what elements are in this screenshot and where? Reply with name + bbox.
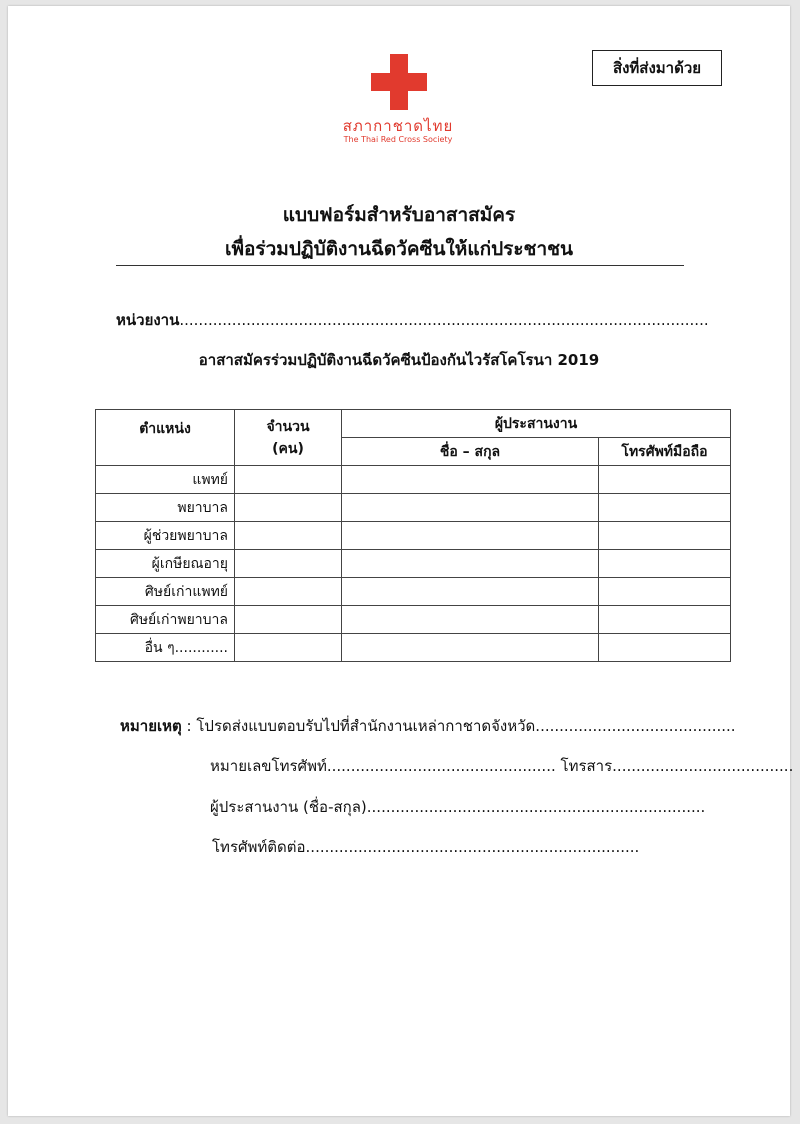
note-text-1: โปรดส่งแบบตอบรับไปที่สำนักงานเหล่ากาชาดจังหวัด.......................................... xyxy=(196,717,736,735)
note-line-1 xyxy=(120,714,736,738)
phone-cell[interactable] xyxy=(599,634,731,662)
count-cell[interactable] xyxy=(235,578,342,606)
header-count-line1: จำนวน xyxy=(266,418,310,435)
phone-cell[interactable] xyxy=(599,606,731,634)
unit-dots: ............................................................................................................... xyxy=(179,311,709,329)
table-row xyxy=(96,634,731,662)
header-coordinator: ผู้ประสานงาน xyxy=(342,410,731,438)
phone-cell[interactable] xyxy=(599,466,731,494)
table-row xyxy=(96,494,731,522)
phone-cell[interactable] xyxy=(599,550,731,578)
name-cell[interactable] xyxy=(342,550,599,578)
form-title-line2: เพื่อร่วมปฏิบัติงานฉีดวัคซีนให้แก่ประชาชน xyxy=(225,238,573,260)
note-text-2b: โทรสาร...................................... xyxy=(560,757,794,775)
row-position: อื่น ๆ............ xyxy=(96,634,235,662)
header-phone: โทรศัพท์มือถือ xyxy=(599,438,731,466)
note-line-3: ผู้ประสานงาน (ชื่อ-สกุล)....................................................................... xyxy=(210,798,706,816)
form-subtitle: อาสาสมัครร่วมปฏิบัติงานฉีดวัคซีนป้องกันไวรัสโคโรนา 2019 xyxy=(198,351,600,369)
phone-cell[interactable] xyxy=(599,522,731,550)
count-cell[interactable] xyxy=(235,550,342,578)
name-cell[interactable] xyxy=(342,578,599,606)
name-cell[interactable] xyxy=(342,522,599,550)
logo-name-english: The Thai Red Cross Society xyxy=(343,135,453,144)
note-text-2a: หมายเลขโทรศัพท์................................................ xyxy=(210,757,556,775)
unit-label: หน่วยงาน xyxy=(116,311,180,329)
table-header-row xyxy=(96,410,731,438)
table-row xyxy=(96,522,731,550)
count-cell[interactable] xyxy=(235,466,342,494)
title-divider xyxy=(116,265,684,266)
unit-field xyxy=(116,308,709,332)
red-cross-icon xyxy=(371,54,427,110)
header-count-line2: (คน) xyxy=(272,440,304,457)
name-cell[interactable] xyxy=(342,466,599,494)
note-separator: : xyxy=(186,717,192,735)
name-cell[interactable] xyxy=(342,494,599,522)
count-cell[interactable] xyxy=(235,606,342,634)
form-title-line1: แบบฟอร์มสำหรับอาสาสมัคร xyxy=(282,204,516,226)
name-cell[interactable] xyxy=(342,606,599,634)
table-row xyxy=(96,606,731,634)
row-position: ศิษย์เก่าแพทย์ xyxy=(96,578,235,606)
note-line-2 xyxy=(210,754,793,778)
count-cell[interactable] xyxy=(235,494,342,522)
row-position: ผู้เกษียณอายุ xyxy=(96,550,235,578)
document-page xyxy=(8,6,794,1116)
row-position: พยาบาล xyxy=(96,494,235,522)
name-cell[interactable] xyxy=(342,634,599,662)
table-row xyxy=(96,466,731,494)
enclosure-label: สิ่งที่ส่งมาด้วย xyxy=(592,50,722,86)
table-row xyxy=(96,578,731,606)
count-cell[interactable] xyxy=(235,634,342,662)
row-position: ศิษย์เก่าพยาบาล xyxy=(96,606,235,634)
note-line-4: โทรศัพท์ติดต่อ...................................................................... xyxy=(212,838,640,856)
row-position: แพทย์ xyxy=(96,466,235,494)
phone-cell[interactable] xyxy=(599,578,731,606)
header-count xyxy=(235,410,342,466)
note-label: หมายเหตุ xyxy=(120,717,182,735)
table-row xyxy=(96,550,731,578)
row-position: ผู้ช่วยพยาบาล xyxy=(96,522,235,550)
phone-cell[interactable] xyxy=(599,494,731,522)
header-position: ตำแหน่ง xyxy=(96,410,235,466)
volunteer-table xyxy=(95,409,731,662)
header-name: ชื่อ – สกุล xyxy=(342,438,599,466)
count-cell[interactable] xyxy=(235,522,342,550)
logo-name-thai: สภากาชาดไทย xyxy=(342,117,454,135)
